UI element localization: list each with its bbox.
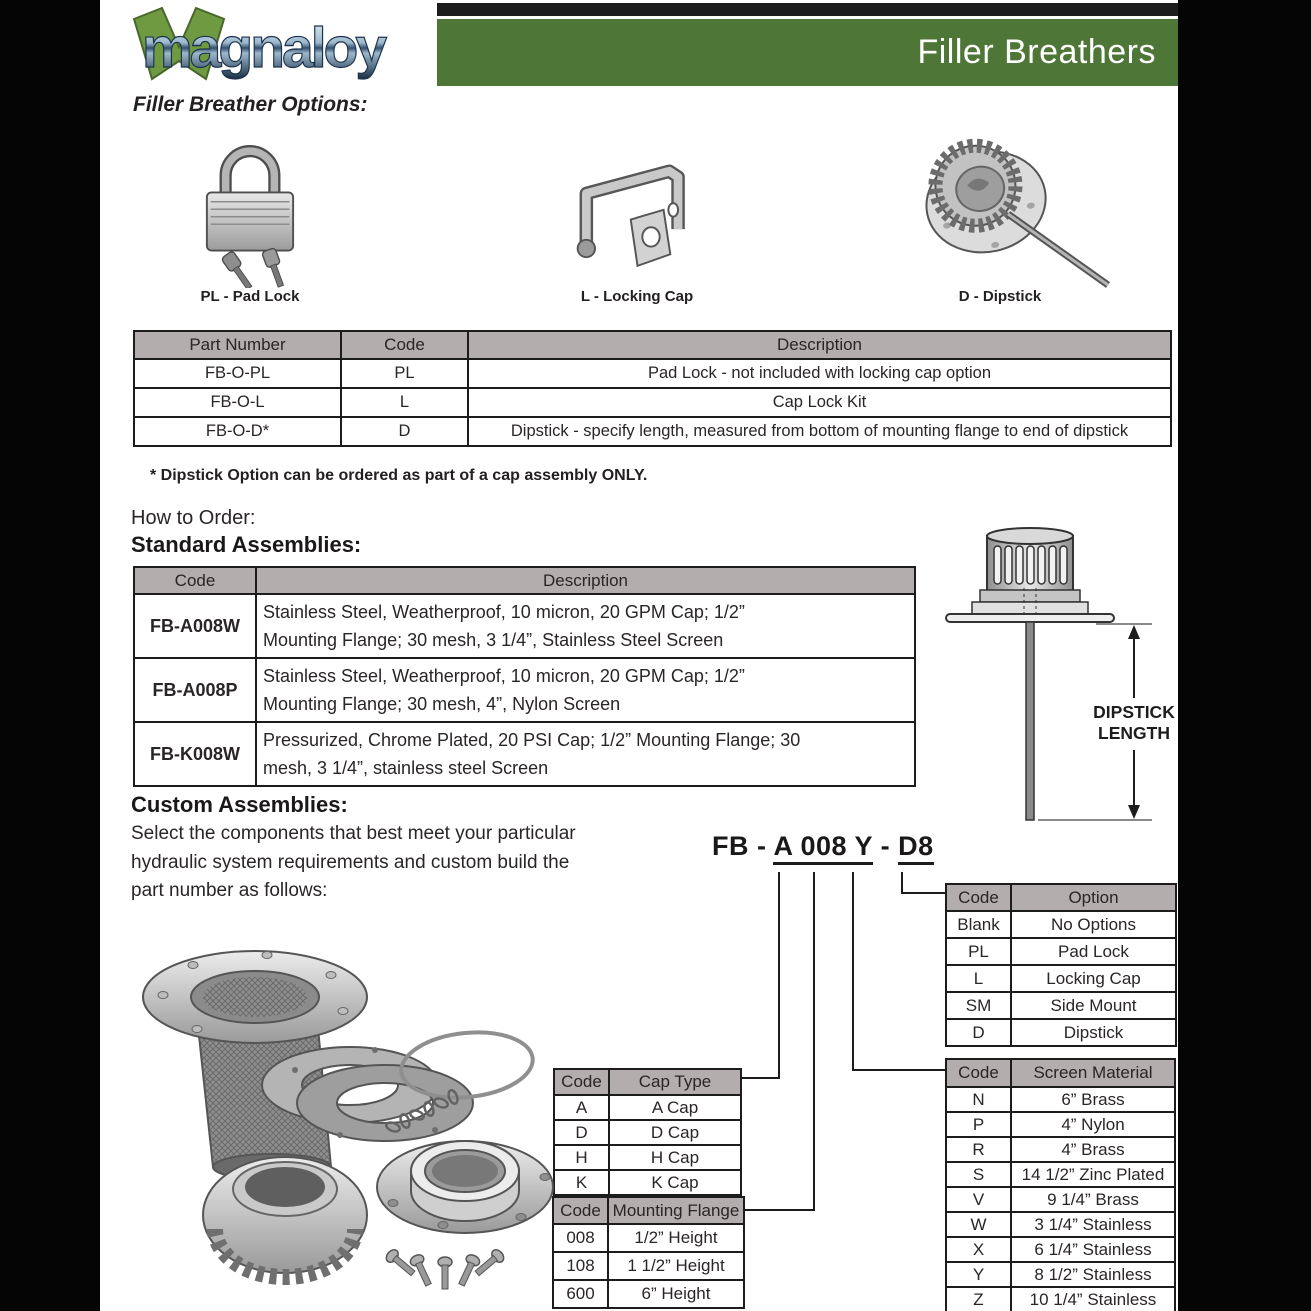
table-cell: K xyxy=(554,1170,609,1195)
table-header-cell: Code xyxy=(946,884,1011,911)
table-row xyxy=(946,911,1176,938)
table-cell: 6” Height xyxy=(608,1280,744,1308)
table-header-cell: Cap Type xyxy=(609,1069,741,1095)
table-row xyxy=(134,722,915,786)
table-cell: Cap Lock Kit xyxy=(468,388,1171,417)
table-cell: Stainless Steel, Weatherproof, 10 micron, 20 GPM Cap; 1/2” Mounting Flange; 30 mesh, 3 1/4”, Stainless Steel Screen xyxy=(256,594,915,658)
table-cell: H Cap xyxy=(609,1145,741,1170)
table-cell: PL xyxy=(946,938,1011,965)
table-cell: L xyxy=(946,965,1011,992)
table-cell: 108 xyxy=(553,1252,608,1280)
part-number-example: FB - A 008 Y - D8 xyxy=(712,831,934,862)
page-banner xyxy=(437,19,1178,86)
caption-dipstick: D - Dipstick xyxy=(958,288,1042,305)
table-cell: D xyxy=(946,1019,1011,1046)
table-header-cell: Code xyxy=(554,1069,609,1095)
table-header-cell: Code xyxy=(946,1059,1011,1087)
table-cell: D xyxy=(341,417,468,446)
custom-assemblies-text: Select the components that best meet your particular hydraulic system requirements and custom build the part number as follows: xyxy=(131,823,576,901)
table-cell: W xyxy=(946,1212,1011,1237)
table-cell: A Cap xyxy=(609,1095,741,1120)
table-row xyxy=(553,1224,744,1252)
table-row xyxy=(134,388,1171,417)
table-header-cell: Code xyxy=(341,331,468,359)
table-row xyxy=(946,1087,1175,1112)
table-cell: 4” Nylon xyxy=(1011,1112,1175,1137)
logo-wordmark: magnaloy xyxy=(142,16,385,80)
table-cell: D xyxy=(554,1120,609,1145)
diagram-label-line2: LENGTH xyxy=(1098,723,1170,743)
locking-cap-photo xyxy=(555,150,720,290)
option-code-table xyxy=(945,883,1177,1047)
connector-screen-v xyxy=(852,872,854,1070)
table-header-cell: Part Number xyxy=(134,331,341,359)
standard-assemblies-title: Standard Assemblies: xyxy=(131,532,362,557)
table-row xyxy=(946,965,1176,992)
table-cell: 4” Brass xyxy=(1011,1137,1175,1162)
table-row xyxy=(554,1145,741,1170)
table-row xyxy=(946,1137,1175,1162)
table-cell: SM xyxy=(946,992,1011,1019)
padlock-photo xyxy=(180,138,320,288)
breather-cap xyxy=(203,1157,367,1277)
table-cell: 9 1/4” Brass xyxy=(1011,1187,1175,1212)
table-cell: FB-O-PL xyxy=(134,359,341,388)
table-cell: 1 1/2” Height xyxy=(608,1252,744,1280)
table-cell: 1/2” Height xyxy=(608,1224,744,1252)
table-cell: Pressurized, Chrome Plated, 20 PSI Cap; 1/2” Mounting Flange; 30 mesh, 3 1/4”, stainless steel Screen xyxy=(256,722,915,786)
caption-locking-cap: L - Locking Cap xyxy=(580,288,694,305)
table-cell: 6” Brass xyxy=(1011,1087,1175,1112)
table-cell: K Cap xyxy=(609,1170,741,1195)
table-cell: Stainless Steel, Weatherproof, 10 micron, 20 GPM Cap; 1/2” Mounting Flange; 30 mesh, 4”, Nylon Screen xyxy=(256,658,915,722)
table-cell: Locking Cap xyxy=(1011,965,1176,992)
part-number-group1: A 008 Y xyxy=(773,831,872,865)
table-row xyxy=(554,1170,741,1195)
table-cell: Blank xyxy=(946,911,1011,938)
top-black-rule xyxy=(437,3,1178,16)
table-cell: 3 1/4” Stainless xyxy=(1011,1212,1175,1237)
connector-flange-h xyxy=(745,1209,815,1211)
filler-breather-components-photo xyxy=(135,935,565,1310)
table-row xyxy=(946,992,1176,1019)
table-row xyxy=(946,1112,1175,1137)
options-table xyxy=(133,330,1172,447)
table-cell: Y xyxy=(946,1262,1011,1287)
table-cell: R xyxy=(946,1137,1011,1162)
table-cell: 600 xyxy=(553,1280,608,1308)
table-cell: FB-K008W xyxy=(134,722,256,786)
table-cell: Dipstick xyxy=(1011,1019,1176,1046)
table-header-cell: Mounting Flange xyxy=(608,1197,744,1224)
table-cell: FB-O-L xyxy=(134,388,341,417)
mounting-flange xyxy=(377,1141,553,1233)
table-header-cell: Description xyxy=(468,331,1171,359)
custom-assemblies-title: Custom Assemblies: xyxy=(131,792,348,817)
table-cell: D Cap xyxy=(609,1120,741,1145)
magnaloy-logo xyxy=(130,3,440,91)
table-header-cell: Screen Material xyxy=(1011,1059,1175,1087)
table-row xyxy=(554,1120,741,1145)
part-number-group2: D8 xyxy=(898,831,934,865)
table-cell: 14 1/2” Zinc Plated xyxy=(1011,1162,1175,1187)
connector-option-h xyxy=(901,892,947,894)
table-cell: Side Mount xyxy=(1011,992,1176,1019)
table-row xyxy=(946,1287,1175,1311)
table-row xyxy=(554,1095,741,1120)
table-row xyxy=(134,359,1171,388)
table-cell: P xyxy=(946,1112,1011,1137)
table-row xyxy=(553,1252,744,1280)
table-header-cell: Description xyxy=(256,567,915,594)
cap-type-table xyxy=(553,1068,742,1196)
diagram-label-line1: DIPSTICK xyxy=(1093,702,1175,722)
section-title-options: Filler Breather Options: xyxy=(133,93,368,116)
table-row xyxy=(946,1212,1175,1237)
table-cell: S xyxy=(946,1162,1011,1187)
table-row xyxy=(946,1237,1175,1262)
standard-assemblies-table xyxy=(133,566,916,787)
table-row xyxy=(946,1187,1175,1212)
keys xyxy=(221,248,288,288)
connector-captype-h xyxy=(742,1077,780,1079)
table-cell: FB-A008P xyxy=(134,658,256,722)
dipstick-length-diagram xyxy=(938,522,1183,852)
table-header-cell: Code xyxy=(134,567,256,594)
connector-captype-v xyxy=(778,872,780,1078)
screen-material-table xyxy=(945,1058,1176,1311)
cap-ribs xyxy=(994,546,1067,584)
table-row xyxy=(946,1019,1176,1046)
mounting-flange-table xyxy=(552,1196,745,1309)
how-to-order-label: How to Order: xyxy=(131,507,256,529)
table-cell: No Options xyxy=(1011,911,1176,938)
table-cell: 8 1/2” Stainless xyxy=(1011,1262,1175,1287)
connector-screen-h xyxy=(852,1069,945,1071)
table-row xyxy=(134,594,915,658)
table-row xyxy=(946,1162,1175,1187)
table-row xyxy=(946,1262,1175,1287)
table-cell: Z xyxy=(946,1287,1011,1311)
table-cell: 10 1/4” Stainless xyxy=(1011,1287,1175,1311)
table-cell: A xyxy=(554,1095,609,1120)
table-cell: FB-O-D* xyxy=(134,417,341,446)
table-cell: FB-A008W xyxy=(134,594,256,658)
table-cell: L xyxy=(341,388,468,417)
table-cell: H xyxy=(554,1145,609,1170)
table-row xyxy=(946,938,1176,965)
table-cell: Pad Lock - not included with locking cap option xyxy=(468,359,1171,388)
dipstick-photo xyxy=(890,122,1120,292)
table-cell: V xyxy=(946,1187,1011,1212)
table-header-cell: Code xyxy=(553,1197,608,1224)
connector-flange-v xyxy=(813,872,815,1210)
dipstick-footnote: * Dipstick Option can be ordered as part of a cap assembly ONLY. xyxy=(150,467,648,484)
screws xyxy=(384,1247,506,1289)
caption-padlock: PL - Pad Lock xyxy=(200,288,300,305)
banner-title: Filler Breathers xyxy=(917,33,1156,71)
table-cell: PL xyxy=(341,359,468,388)
table-cell: X xyxy=(946,1237,1011,1262)
table-row xyxy=(553,1280,744,1308)
table-cell: Dipstick - specify length, measured from bottom of mounting flange to end of dipstick xyxy=(468,417,1171,446)
table-cell: N xyxy=(946,1087,1011,1112)
table-row xyxy=(134,417,1171,446)
table-cell: Pad Lock xyxy=(1011,938,1176,965)
table-header-cell: Option xyxy=(1011,884,1176,911)
table-cell: 008 xyxy=(553,1224,608,1252)
table-cell: 6 1/4” Stainless xyxy=(1011,1237,1175,1262)
table-row xyxy=(134,658,915,722)
connector-option-v xyxy=(901,872,903,893)
